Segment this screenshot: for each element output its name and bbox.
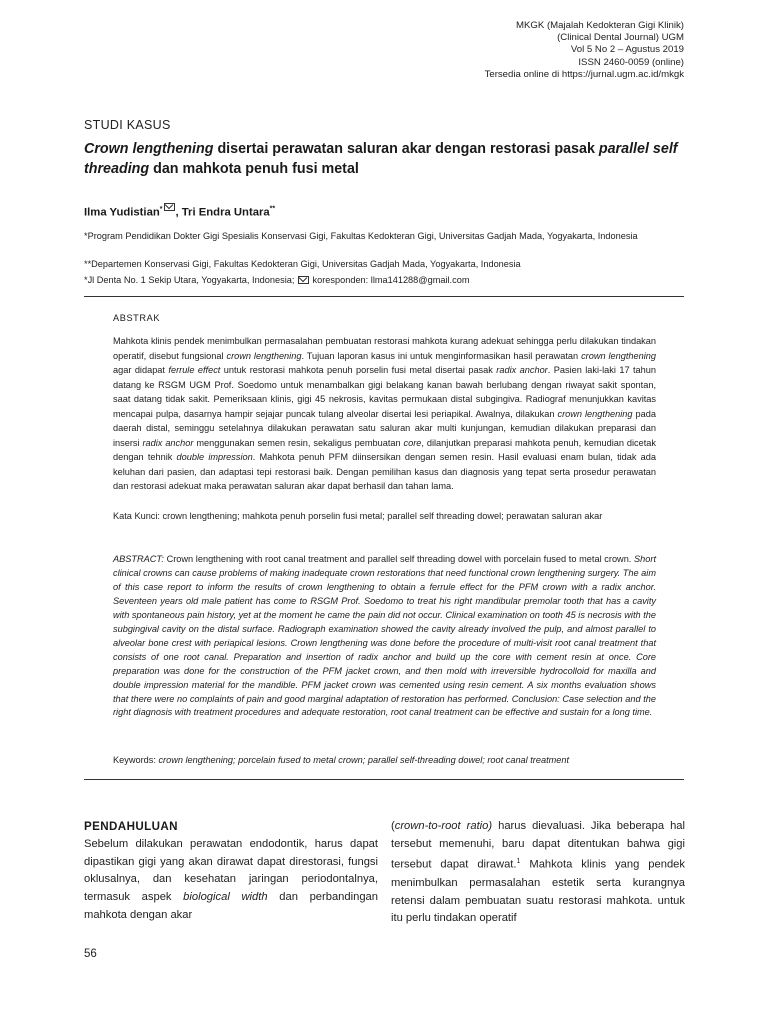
author-2: Tri Endra Untara [181,206,270,219]
author-1-mark: * [160,206,176,213]
article-title [84,139,686,179]
divider-bottom [84,779,684,780]
journal-subtitle: (Clinical Dental Journal) UGM [557,32,684,44]
body-column-right: (crown-to-root ratio) harus dievaluasi. Jika beberapa hal tersebut memenuhi, baru dapat ditentukan bahwa gigi tersebut dapat dirawat.$^1$ Mahkota klinis yang pendek menimbulkan permasalahan estetik serta kurangnya retensi dalam pembuatan suatu restorasi mahkota. untuk itu perlu tindakan operatif [391,820,686,925]
abstract-en-text [113,553,656,720]
authors [84,203,275,218]
corresponding-email[interactable]: koresponden: llma141288@gmail.com [312,275,470,285]
envelope-icon [164,203,175,211]
abstract-en-label: ABSTRACT: [113,554,164,564]
affiliation-2: **Departemen Konservasi Gigi, Fakultas Kedokteran Gigi, Universitas Gadjah Mada, Yogyakarta, Indonesia [84,259,521,269]
journal-header [485,20,684,81]
page-number: 56 [84,948,97,960]
journal-url[interactable]: Tersedia online di https://jurnal.ugm.ac.id/mkgk [484,68,684,80]
divider-top [84,296,684,297]
abstract-id-text: Mahkota klinis pendek menimbulkan permasalahan pembuatan restorasi mahkota kurang adekuat sehingga perlu dilakukan tindakan operatif, disebut fungsional crown lengthening. Tujuan laporan kasus ini untuk menginformasikan hasil perawatan crown lengthening agar didapat ferrule effect untuk restorasi mahkota penuh porselin fusi metal disertai pasak radix anchor. Pasien laki-laki 17 tahun datang ke RSGM UGM Prof. Soedomo untuk menambalkan gigi belakang kanan bawah berlubang dengan riwayat sakit spontan, saat datang tidak sakit. Pemeriksaan klinis, gigi 45 nekrosis, kavitas permukaan distal subgingiva. Radiograf menunjukkan kavitas mencapai pulpa, dasarnya hampir sejajar puncak tulang alveolar disertai lesi periapikal. Awalnya, dilakukan crown lengthening pada daerah distal, seminggu setelahnya dilakukan perawatan satu saluran akar multi kunjungan, kemudian dilakukan preparasi dan insersi radix anchor menggunakan semen resin, sekaligus pembuatan core, dilanjutkan preparasi mahkota penuh, kemudian dicetak dengan tehnik double impression. Mahkota penuh PFM diinsersikan dengan semen resin. Hasil evaluasi enam bulan, tidak ada keluhan dari pasien, dan adaptasi tepi restorasi baik. Dengan pemilihan kasus dan diagnosis yang tepat serta prosedur perawatan dan restorasi adekuat maka perawatan saluran akar dapat berhasil dan tahan lama. [113,336,657,491]
title-text-2: dan mahkota penuh fusi metal [149,161,359,177]
section-heading: PENDAHULUAN [84,820,178,833]
title-italic-1: Crown lengthening [84,141,214,157]
abstract-heading: ABSTRAK [113,313,161,323]
affiliation-address [84,274,674,286]
abstract-en-keywords: Keywords: crown lengthening; porcelain fused to metal crown; parallel self-threading dowel; root canal treatment [113,755,570,765]
abstract-en-title: Crown lengthening with root canal treatment and parallel self threading dowel with porcelain fused to metal crown. [163,554,632,564]
envelope-icon [298,276,309,284]
affiliation-1: *Program Pendidikan Dokter Gigi Spesialis Konservasi Gigi, Fakultas Kedokteran Gigi, Universitas Gadjah Mada, Yogyakarta, Indonesia [84,231,638,241]
abstract-id-keywords: Kata Kunci: crown lengthening; mahkota penuh porselin fusi metal; parallel self threading dowel; perawatan saluran akar [113,511,603,521]
title-italic-2: parallel self threading [84,141,678,177]
author-2-mark: ** [269,205,276,213]
journal-volume: Vol 5 No 2 – Agustus 2019 [570,44,684,56]
title-text-1: disertai perawatan saluran akar dengan restorasi pasak [213,141,599,157]
journal-name: MKGK (Majalah Kedokteran Gigi Klinik) [516,20,684,31]
author-separator: , [175,206,182,219]
journal-issn: ISSN 2460-0059 (online) [578,56,684,68]
body-column-left: Sebelum dilakukan perawatan endodontik, harus dapat dipastikan gigi yang akan dirawat dapat direstorasi, fungsi oklusalnya, dan kesehatan jaringan periodontalnya, termasuk aspek biological width dan perbandingan mahkota dengan akar [84,838,378,921]
address-text: *Jl Denta No. 1 Sekip Utara, Yogyakarta, Indonesia; [84,275,297,285]
section-label: STUDI KASUS [84,118,171,132]
abstract-en-body: Short clinical crowns can cause problems of making inadequate crown restorations that need functional crown lengthening surgery. The aim of this case report to inform the results of crown lengthening to obtain a ferrule effect for the PFM crown with a radix anchor. Seventeen years old male patient has come to RSGM Prof. Soedomo to treat his right mandibular premolar tooth that has a cavity with spontaneous pain history, yet at the moment he came the pain did not occur. Clinical examination on tooth 45 is necrosis with the subgingival cavity on the distal surface. Radiograph examination showed the cavity already involved the pulp, and almost parallel to alveolar bone crest with periapical lesions. Crown lengthening was done before the procedure of multi-visit root canal treatment that consists of one root canal. Preparation and insertion of radix anchor and build up the core with cement resin at once. Core preparation was done for the construction of the PFM jacket crown, and then mold with irreversible hydrocolloid for maxilla and double impression material for the mandible. PFM jacket crown was cemented using resin cement. A six months evaluation shows that there were no complaints of pain and good marginal adaptation of restoration has performed. Conclusion: Case selection and the right diagnosis with treatment procedures and adequate restoration, root canal treatment can be effective and sustain for a long time. [113,554,657,718]
author-1: Ilma Yudistian [84,206,160,219]
